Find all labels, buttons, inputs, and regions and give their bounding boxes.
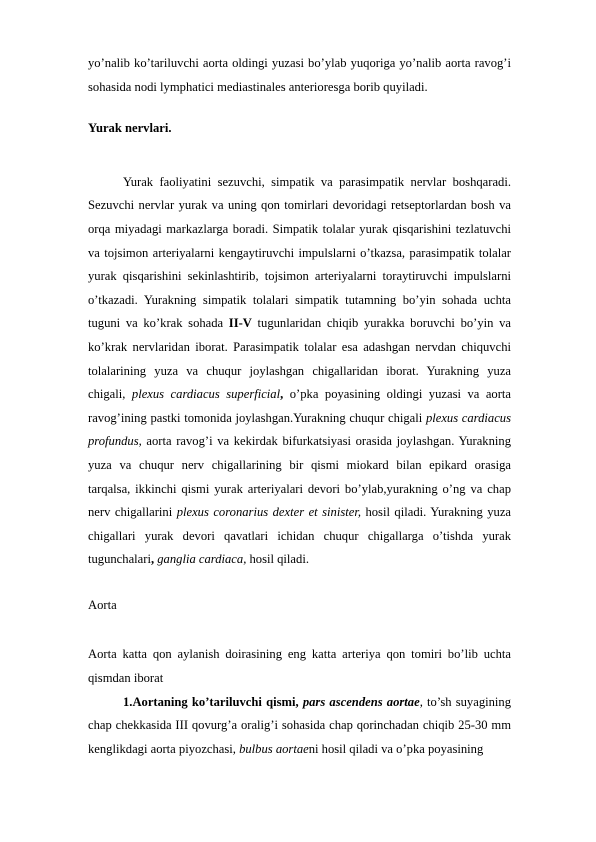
spacer [88, 617, 511, 643]
document-page [88, 52, 511, 761]
bold-italic-term [299, 695, 420, 709]
bold-run: II-V [228, 316, 252, 331]
italic-run: , [232, 741, 236, 756]
text-run: Aorta katta qon aylanish doirasining eng katta arteriya qon tomiri bo’lib uchta qismdan iborat [88, 647, 511, 686]
latin-term: plexus coronarius dexter et sinister, [176, 505, 361, 520]
text-run: aorta ravog’i va kekirdak bifurkatsiyasi orasida joylashgan. Yurakning yuza va chuqur nerv chigallarining bir qismi miokard bilan epikard orasiga tarqalsa, ikkinchi qismi yurak arteriyalari devori bo’ylab,yurakning o’ng va chap nerv chigallarini [88, 434, 511, 520]
heading-text: Aorta [88, 597, 117, 612]
latin-term: plexus cardiacus profundus, [88, 410, 511, 449]
spacer [88, 572, 511, 594]
heading-text: Yurak nervlari. [88, 121, 172, 136]
text-run: ni hosil qiladi va o’pka poyasining [308, 741, 484, 756]
latin-term: plexus cardiacus superficial [131, 387, 281, 402]
text-run: to’sh suyagining chap chekkasida III qovurg’a oralig’i sohasida chap qorinchadan chiqib 25-30 mm kenglikdagi aorta piyozchasi [88, 694, 512, 756]
text-run: yo’nalib ko’tariluvchi aorta oldingi yuzasi bo’ylab yuqoriga yo’nalib aorta ravog’i sohasida nodi lymphatici mediastinales anterioresga borib quyiladi. [88, 56, 511, 94]
paragraph-ascending-aorta [88, 691, 511, 762]
heading-aorta [88, 594, 511, 618]
paragraph-aorta-intro [88, 643, 511, 690]
bold-run: , [280, 387, 284, 402]
text-run: o’pka poyasining oldingi yuzasi va aorta ravog’ining pastki tomonida joylashgan.Yurakning chuqur chigali [88, 387, 511, 425]
latin-term: pars ascendens aortae [298, 694, 420, 709]
text-run: tugunlaridan chiqib yurakka boruvchi bo’yin va ko’krak nervlaridan iborat. Parasimpatik tolalar esa adashgan nervdan chiquvchi tolalarining yuza va chuqur joylashgan chigallaridan iborat. Yurakning yuza chigali, [88, 316, 511, 402]
heading-heart-nerves [88, 117, 511, 141]
text-run: hosil qiladi. Yurakning yuza chigallari yurak devori qavatlari ichidan chuqur chigallarga o’tishda yurak tugunchalari [88, 505, 511, 567]
latin-term: bulbus aortae [235, 741, 309, 756]
paragraph-heart-nerves [88, 171, 511, 572]
text-run: hosil qiladi. [246, 552, 309, 567]
bold-run: 1.Aortaning ko’tariluvchi qismi, [123, 694, 299, 709]
spacer [88, 141, 511, 171]
italic-run: , [419, 694, 423, 709]
latin-term: ganglia cardiaca, [154, 552, 247, 567]
spacer [88, 99, 511, 117]
paragraph-lymphatic-drainage [88, 52, 511, 99]
bold-run: , [150, 552, 155, 567]
text-run: Yurak faoliyatini sezuvchi, simpatik va parasimpatik nervlar boshqaradi. Sezuvchi nervlar yurak va uning qon tomirlari devoridagi retseptorlardan bosh va orqa miyadagi markazlarga boradi. Simpatik tolalar yurak qisqarishini tezlatuvchi va tojsimon arteriyalarni kengaytiruvchi impulslarni o’tkazsa, parasimpatik tolalar yurak qisqarishini sekinlashtirib, tojsimon arteriyalarni toraytiruvchi impulslarni o’tkazadi. Yurakning simpatik tolalari simpatik tutamning bo’yin sohada uchta tuguni va ko’krak sohada [88, 174, 511, 331]
